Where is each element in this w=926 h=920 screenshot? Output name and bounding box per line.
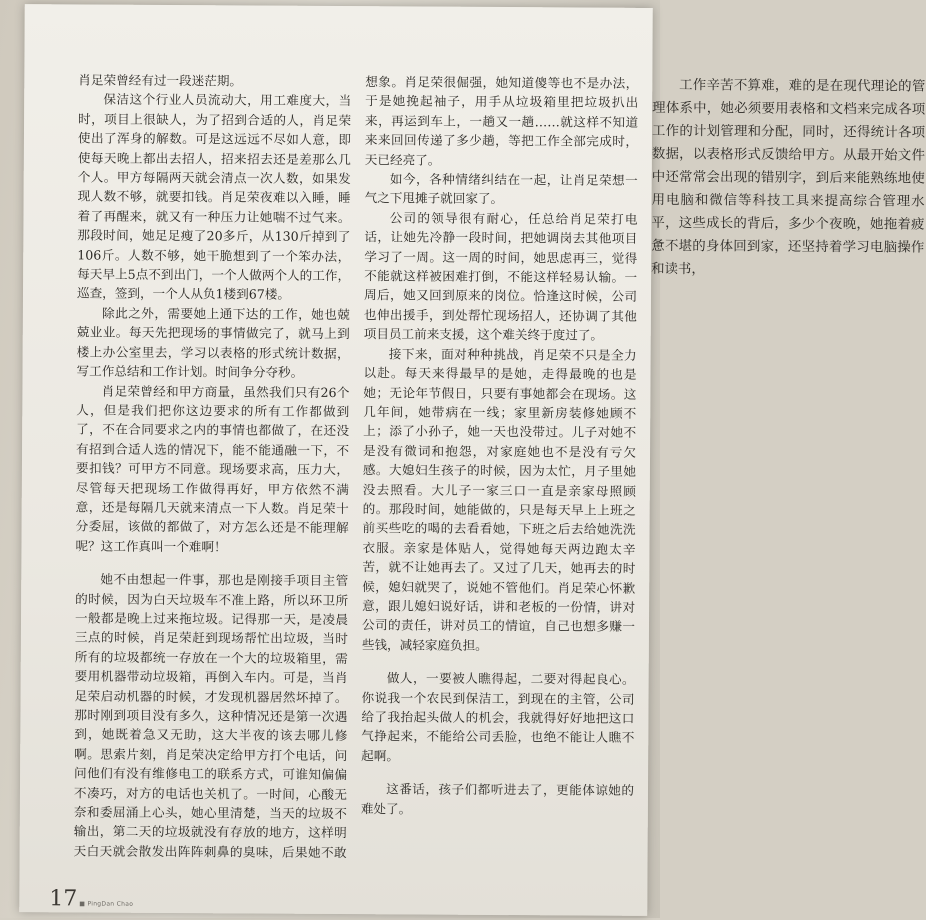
paragraph: 如今，各种情绪纠结在一起，让肖足荣想一气之下甩摊子就回家了。 [364,171,638,207]
paragraph: 肖足荣曾经和甲方商量，虽然我们只有26个人，但是我们把你这边要求的所有工作都做到了，不在合同要求之内的事情也都做了，在还没有招到合适人选的情况下，能不能通融一下，不要扣钱？可甲方不同意。现场要求高，压力大，尽管每天把现场工作做得再好，甲方依然不满意，还是每隔几天就来清点一下人数。肖足荣十分委屈，该做的都做了，对方怎么还是不能理解呢？这工作真叫一个难啊！ [75,383,350,555]
paragraph: 她不由想起一件事，那也是刚接手项目主管的时候，因为白天垃圾车不准上路，所以环卫所一般都是晚上过来拖垃圾。记得那一天，是凌晨三点的时候，肖足荣赶到现场帮忙出垃圾，当时所有的垃圾都统一存放在一个大的垃圾箱里，需要用机器带动垃圾箱，再倒入车内。可是，当肖足荣启动机器的时候，才发现机器居然坏掉了。那时刚到项目没有多久，这种情况还是第一次遇到，她既着急又无助，这大半夜的该去哪儿修啊。思索片刻，肖足荣决定给甲方打个电话，问问他们有没有维修电工的联系方式，可谁知偏偏不凑巧，对方的电话也关机了。一时间，心酸无奈和委屈涌上心头，她心里清楚，当天的垃圾不输出，第二天的垃圾就没有存放的地方，这样明天白天就会散发出阵阵刺鼻的臭味，后果她不敢想象。肖足荣很倔强，她知道傻等也不是办法，于是她挽起袖子，用手从垃圾箱里把垃圾扒出来，再运到车上，一趟又一趟……就这样不知道来来回回传递了多少趟，等把工作全部完成时，天已经亮了。 [73,74,639,860]
paragraph: 工作辛苦不算难，难的是在现代理论的管理体系中，她必须要用表格和文档来完成各项工作的计划管理和分配，同时，还得统计各项数据，以表格形式反馈给甲方。从最开始文件中还常常会出现的错别字，到后来能熟练地使用电脑和微信等科技工具来提高综合管理水平，这些成长的背后，多少个夜晚，她拖着疲惫不堪的身体回到家，还坚持着学习电脑操作和读书， [651,78,926,278]
article-body [73,70,926,873]
page-number: 17 [49,886,78,912]
paragraph: 保洁这个行业人员流动大，用工难度大，当时，项目上很缺人，为了招到合适的人，肖足荣使出了浑身的解数。可是这远远不尽如人意，即使每天晚上都出去招人，招来招去还是差那么几个人。甲方每隔两天就会清点一次人数，如果发现人数不够，就要扣钱。肖足荣夜难以入睡，睡着了再醒来，就又有一种压力让她喘不过气来。那段时间，她足足瘦了20多斤，从130斤掉到了106斤。人数不够，她干脆想到了一个笨办法，每天早上5点不到出门，一个人做两个人的工作，巡查，签到，一个人从负1楼到67楼。 [76,91,352,303]
page-footer [49,886,349,916]
paragraph: 肖足荣曾经有过一段迷茫期。 [78,72,243,89]
paragraph: 接下来，面对种种挑战，肖足荣不只是全力以赴。每天来得最早的是她，走得最晚的也是她；无论年节假日，只要有事她都会在现场。这几年间，她带病在一线；家里新房装修她顾不上；添了小孙子，她一天也没带过。儿子对她不是没有微词和抱怨，对家庭她也不是没有亏欠感。大媳妇生孩子的时候，因为太忙，月子里她没去照看。大儿子一家三口一直是亲家母照顾的。那段时间，她能做的，只是每天早上上班之前买些吃的喝的去看看她，下班之后去给她洗洗衣服。亲家是体贴人，觉得她每天两边跑太辛苦，就不让她再去了。又过了几天，她再去的时候，媳妇就哭了，说她不管他们。肖足荣心怀歉意，跟儿媳妇说好话，讲和老板的一份情，讲对公司的责任，讲对员工的情谊，自己也想多赚一些钱，减轻家庭负担。 [361,346,637,653]
paragraph: 公司的领导很有耐心，任总给肖足荣打电话，让她先冷静一段时间，把她调岗去其他项目学习了一周。这一周的时间，她思虑再三，觉得不能就这样被困难打倒，不能这样轻易认输。一周后，她又回到原来的岗位。恰逢这时候，公司也伸出援手，到处帮忙现场招人，还协调了其他项目员工前来支援，这个难关终于度过了。 [363,210,638,343]
magazine-page [19,4,926,916]
paragraph: 做人，一要被人瞧得起，二要对得起良心。你说我一个农民到保洁工，到现在的主管，公司给了我抬起头做人的机会，我就得好好地把这口气挣起来，不能给公司丢脸，也绝不能让人瞧不起啊。 [361,670,635,764]
paragraph: 这番话，孩子们都听进去了，更能体谅她的难处了。 [360,781,635,817]
paragraph: 除此之外，需要她上通下达的工作，她也兢兢业业。每天先把现场的事情做完了，就马上到楼上办公室里去，学习以表格的形式统计数据，写工作总结和工作计划。时间争分夺秒。 [76,305,350,380]
footer-brand: ■ PingDan Chao [79,900,134,908]
